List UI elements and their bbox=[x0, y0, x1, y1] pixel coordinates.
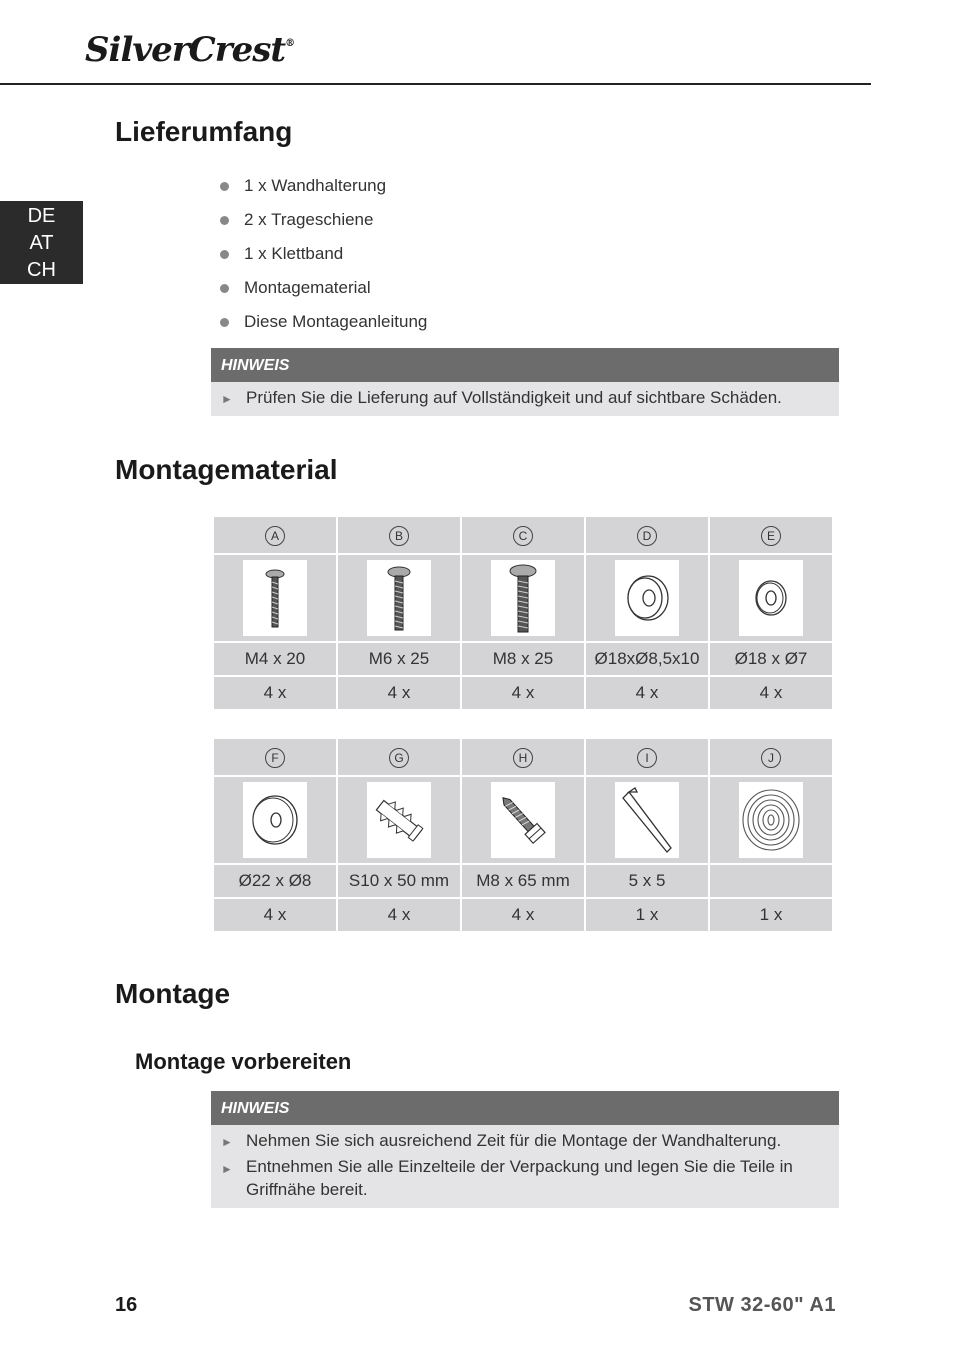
bullet-icon bbox=[220, 182, 229, 191]
part-qty: 1 x bbox=[586, 899, 708, 931]
washer-small-icon bbox=[739, 560, 803, 636]
bullet-icon bbox=[220, 284, 229, 293]
spacer-icon bbox=[615, 560, 679, 636]
page-number: 16 bbox=[115, 1294, 138, 1316]
bullet-icon bbox=[220, 250, 229, 259]
part-spec: M6 x 25 bbox=[338, 643, 460, 675]
part-letter: F bbox=[214, 739, 336, 775]
part-qty: 4 x bbox=[586, 677, 708, 709]
part-qty: 4 x bbox=[338, 899, 460, 931]
parts-table-1 bbox=[212, 515, 834, 711]
section-title-lieferumfang: Lieferumfang bbox=[115, 116, 293, 147]
language-tab bbox=[0, 201, 83, 284]
part-spec: Ø22 x Ø8 bbox=[214, 865, 336, 897]
part-letter: C bbox=[462, 517, 584, 553]
part-letter: D bbox=[586, 517, 708, 553]
bullet-icon bbox=[220, 318, 229, 327]
part-spec: M4 x 20 bbox=[214, 643, 336, 675]
list-item: Montagematerial bbox=[218, 274, 427, 308]
note-line: ► Nehmen Sie sich ausreichend Zeit für die Montage der Wandhalterung. bbox=[211, 1125, 839, 1152]
part-letter: H bbox=[462, 739, 584, 775]
note-box bbox=[211, 348, 839, 416]
part-qty: 4 x bbox=[338, 677, 460, 709]
velcro-roll-icon bbox=[739, 782, 803, 858]
lang-de: DE bbox=[27, 205, 56, 227]
brand-logo: SilverCrest® bbox=[85, 30, 295, 70]
arrow-icon: ► bbox=[221, 1162, 233, 1176]
part-qty: 1 x bbox=[710, 899, 832, 931]
screw-m6-icon bbox=[367, 560, 431, 636]
section-title-montage: Montage bbox=[115, 978, 231, 1009]
part-qty: 4 x bbox=[462, 677, 584, 709]
list-item: Diese Montageanleitung bbox=[218, 308, 427, 342]
delivery-list bbox=[218, 172, 427, 342]
lang-ch: CH bbox=[27, 259, 56, 281]
bullet-icon bbox=[220, 216, 229, 225]
note-box bbox=[211, 1091, 839, 1208]
note-line: ► Prüfen Sie die Lieferung auf Vollständigkeit und auf sichtbare Schäden. bbox=[211, 382, 839, 409]
part-qty: 4 x bbox=[214, 677, 336, 709]
part-letter: I bbox=[586, 739, 708, 775]
note-heading: HINWEIS bbox=[211, 348, 839, 382]
section-title-montagematerial: Montagematerial bbox=[115, 454, 338, 485]
part-spec: M8 x 25 bbox=[462, 643, 584, 675]
part-spec bbox=[710, 865, 832, 897]
part-letter: B bbox=[338, 517, 460, 553]
list-item: 1 x Klettband bbox=[218, 240, 427, 274]
part-qty: 4 x bbox=[214, 899, 336, 931]
part-spec: Ø18 x Ø7 bbox=[710, 643, 832, 675]
note-line: ► Entnehmen Sie alle Einzelteile der Verpackung und legen Sie die Teile in Griffnähe bereit. bbox=[221, 1157, 793, 1199]
part-letter: G bbox=[338, 739, 460, 775]
subsection-title: Montage vorbereiten bbox=[135, 1049, 352, 1074]
arrow-icon: ► bbox=[221, 392, 233, 406]
model-number: STW 32-60" A1 bbox=[688, 1294, 836, 1316]
part-letter: J bbox=[710, 739, 832, 775]
part-spec: 5 x 5 bbox=[586, 865, 708, 897]
part-letter: A bbox=[214, 517, 336, 553]
washer-large-icon bbox=[243, 782, 307, 858]
list-item: 1 x Wandhalterung bbox=[218, 172, 427, 206]
arrow-icon: ► bbox=[221, 1135, 233, 1149]
part-qty: 4 x bbox=[462, 899, 584, 931]
wood-screw-icon bbox=[491, 782, 555, 858]
header-rule bbox=[0, 83, 871, 85]
part-spec: M8 x 65 mm bbox=[462, 865, 584, 897]
hex-key-icon bbox=[615, 782, 679, 858]
lang-at: AT bbox=[29, 232, 54, 254]
list-item: 2 x Trageschiene bbox=[218, 206, 427, 240]
screw-m8-icon bbox=[491, 560, 555, 636]
part-spec: S10 x 50 mm bbox=[338, 865, 460, 897]
parts-table-2 bbox=[212, 737, 834, 933]
part-letter: E bbox=[710, 517, 832, 553]
part-qty: 4 x bbox=[710, 677, 832, 709]
note-heading: HINWEIS bbox=[211, 1091, 839, 1125]
screw-m4-icon bbox=[243, 560, 307, 636]
part-spec: Ø18xØ8,5x10 bbox=[586, 643, 708, 675]
wall-plug-icon bbox=[367, 782, 431, 858]
